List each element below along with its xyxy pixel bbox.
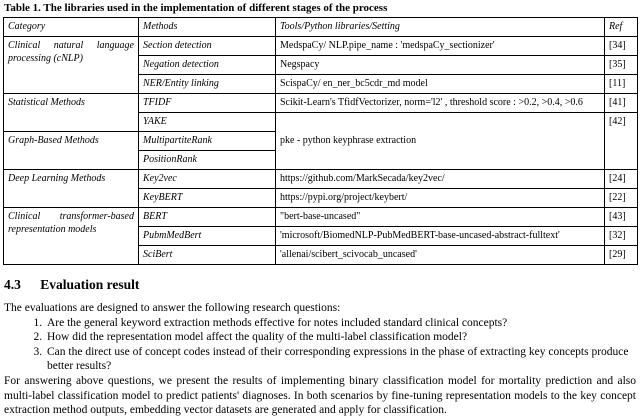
method-cell: KeyBERT bbox=[139, 189, 276, 208]
column-header-methods: Methods bbox=[139, 18, 276, 37]
category-cell-transformer: Clinical transformer-based representation models bbox=[4, 208, 139, 265]
table-caption: Table 1. The libraries used in the implementation of different stages of the process bbox=[4, 2, 388, 14]
column-header-ref: Ref bbox=[605, 18, 638, 37]
tools-cell: "bert-base-uncased" bbox=[276, 208, 605, 227]
ref-cell: [11] bbox=[605, 75, 638, 94]
tools-cell: Scikit-Learn's TfidfVectorizer, norm='l2' , threshold score : >0.2, >0.4, >0.6 bbox=[276, 94, 605, 113]
tools-cell: 'microsoft/BiomedNLP-PubMedBERT-base-uncased-abstract-fulltext' bbox=[276, 227, 605, 246]
tools-cell: pke - python keyphrase extraction bbox=[276, 113, 605, 170]
research-question-2: 2. How did the representation model affect the quality of the multi-label classification model? bbox=[45, 330, 636, 345]
table-row bbox=[4, 37, 638, 56]
column-header-category: Category bbox=[4, 18, 139, 37]
method-cell: Key2vec bbox=[139, 170, 276, 189]
column-header-tools: Tools/Python libraries/Setting bbox=[276, 18, 605, 37]
tools-cell: https://github.com/MarkSecada/key2vec/ bbox=[276, 170, 605, 189]
tools-cell: Negspacy bbox=[276, 56, 605, 75]
intro-paragraph: The evaluations are designed to answer the following research questions: bbox=[4, 302, 341, 314]
tools-cell: ScispaCy/ en_ner_bc5cdr_md model bbox=[276, 75, 605, 94]
table-header-row bbox=[4, 18, 638, 37]
ref-cell: [22] bbox=[605, 189, 638, 208]
method-cell: TFIDF bbox=[139, 94, 276, 113]
method-cell: PubmMedBert bbox=[139, 227, 276, 246]
document-page bbox=[3, 2, 637, 418]
category-cell-graph: Graph-Based Methods bbox=[4, 132, 139, 170]
libraries-table bbox=[3, 17, 638, 265]
category-cell-cnlp: Clinical natural language processing (cNLP) bbox=[4, 37, 139, 94]
ref-cell: [24] bbox=[605, 170, 638, 189]
tools-cell: https://pypi.org/project/keybert/ bbox=[276, 189, 605, 208]
ref-cell: [41] bbox=[605, 94, 638, 113]
research-question-3: 3. Can the direct use of concept codes instead of their corresponding expressions in the phase of extracting key concepts produce better results? bbox=[45, 345, 636, 374]
ref-cell: [43] bbox=[605, 208, 638, 227]
method-cell: Negation detection bbox=[139, 56, 276, 75]
category-cell-deep: Deep Learning Methods bbox=[4, 170, 139, 208]
table-row bbox=[4, 208, 638, 227]
tools-cell: 'allenai/scibert_scivocab_uncased' bbox=[276, 246, 605, 265]
method-cell: NER/Entity linking bbox=[139, 75, 276, 94]
section-title: Evaluation result bbox=[40, 277, 140, 292]
ref-cell: [35] bbox=[605, 56, 638, 75]
closing-paragraph: For answering above questions, we present the results of implementing binary classification model for mortality prediction and also multi-label classification model to predict patients' diagnoses. In both scenarios by fine-tuning representation models to the key concept extraction method outputs, embedding vector datasets are generated and apply for classification. bbox=[4, 374, 636, 417]
ref-cell: [32] bbox=[605, 227, 638, 246]
method-cell: MultipartiteRank bbox=[139, 132, 276, 151]
ref-cell: [29] bbox=[605, 246, 638, 265]
table-row bbox=[4, 94, 638, 113]
ref-cell: [34] bbox=[605, 37, 638, 56]
research-questions-list bbox=[29, 316, 636, 374]
method-cell: Section detection bbox=[139, 37, 276, 56]
category-cell-statistical: Statistical Methods bbox=[4, 94, 139, 132]
table-row bbox=[4, 170, 638, 189]
research-question-1: 1. Are the general keyword extraction methods effective for notes included standard clinical concepts? bbox=[45, 316, 636, 331]
method-cell: PositionRank bbox=[139, 151, 276, 170]
method-cell: SciBert bbox=[139, 246, 276, 265]
method-cell: YAKE bbox=[139, 113, 276, 132]
section-heading bbox=[4, 277, 637, 293]
section-number: 4.3 bbox=[4, 277, 21, 292]
method-cell: BERT bbox=[139, 208, 276, 227]
ref-cell: [42] bbox=[605, 113, 638, 170]
tools-cell: MedspaCy/ NLP.pipe_name : 'medspaCy_sectionizer' bbox=[276, 37, 605, 56]
